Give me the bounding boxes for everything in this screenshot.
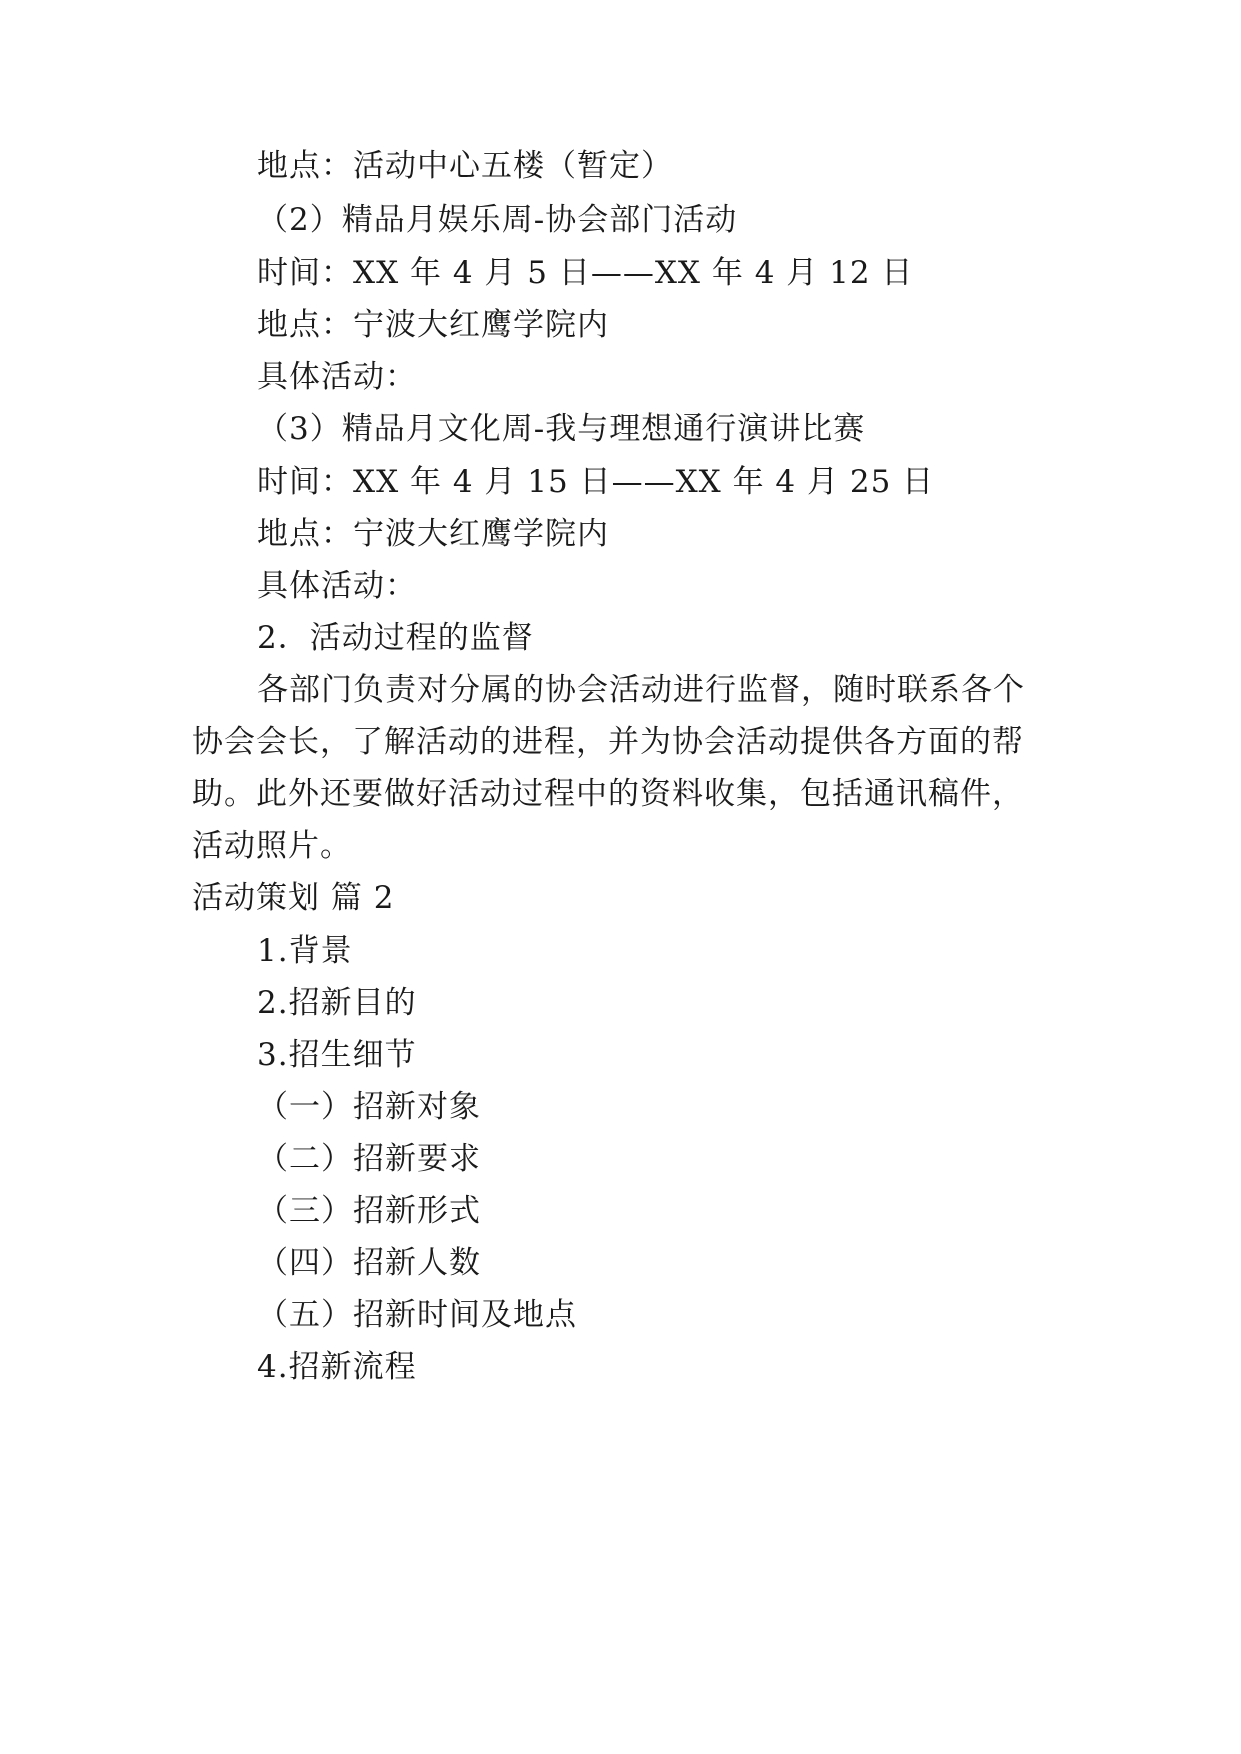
list-item-headcount: （四）招新人数 bbox=[257, 1245, 481, 1281]
supervision-paragraph-line-4: 活动照片。 bbox=[192, 828, 352, 864]
list-item-background: 1.背景 bbox=[257, 933, 353, 969]
list-item-time-place: （五）招新时间及地点 bbox=[257, 1297, 577, 1333]
item2-detail: 具体活动： bbox=[257, 359, 417, 395]
list-item-requirements: （二）招新要求 bbox=[257, 1141, 481, 1177]
item3-title: （3）精品月文化周-我与理想通行演讲比赛 bbox=[257, 411, 866, 447]
list-item-target: （一）招新对象 bbox=[257, 1089, 481, 1125]
supervision-paragraph-line-1: 各部门负责对分属的协会活动进行监督，随时联系各个 bbox=[257, 672, 1025, 708]
item2-title: （2）精品月娱乐周-协会部门活动 bbox=[257, 202, 738, 238]
item2-place: 地点：宁波大红鹰学院内 bbox=[257, 307, 609, 343]
item2-time: 时间：XX 年 4 月 5 日——XX 年 4 月 12 日 bbox=[257, 255, 914, 291]
item3-detail: 具体活动： bbox=[257, 568, 417, 604]
list-item-process: 4.招新流程 bbox=[257, 1349, 417, 1385]
venue-line: 地点：活动中心五楼（暂定） bbox=[257, 148, 673, 184]
list-item-format: （三）招新形式 bbox=[257, 1193, 481, 1229]
section2-title: 活动策划 篇 2 bbox=[192, 880, 395, 916]
item3-place: 地点：宁波大红鹰学院内 bbox=[257, 516, 609, 552]
list-item-purpose: 2.招新目的 bbox=[257, 985, 417, 1021]
supervision-heading: 2．活动过程的监督 bbox=[257, 620, 534, 656]
supervision-paragraph-line-2: 协会会长，了解活动的进程，并为协会活动提供各方面的帮 bbox=[192, 724, 1024, 760]
supervision-paragraph-line-3: 助。此外还要做好活动过程中的资料收集，包括通讯稿件， bbox=[192, 776, 1024, 812]
list-item-details: 3.招生细节 bbox=[257, 1037, 417, 1073]
item3-time: 时间：XX 年 4 月 15 日——XX 年 4 月 25 日 bbox=[257, 464, 935, 500]
